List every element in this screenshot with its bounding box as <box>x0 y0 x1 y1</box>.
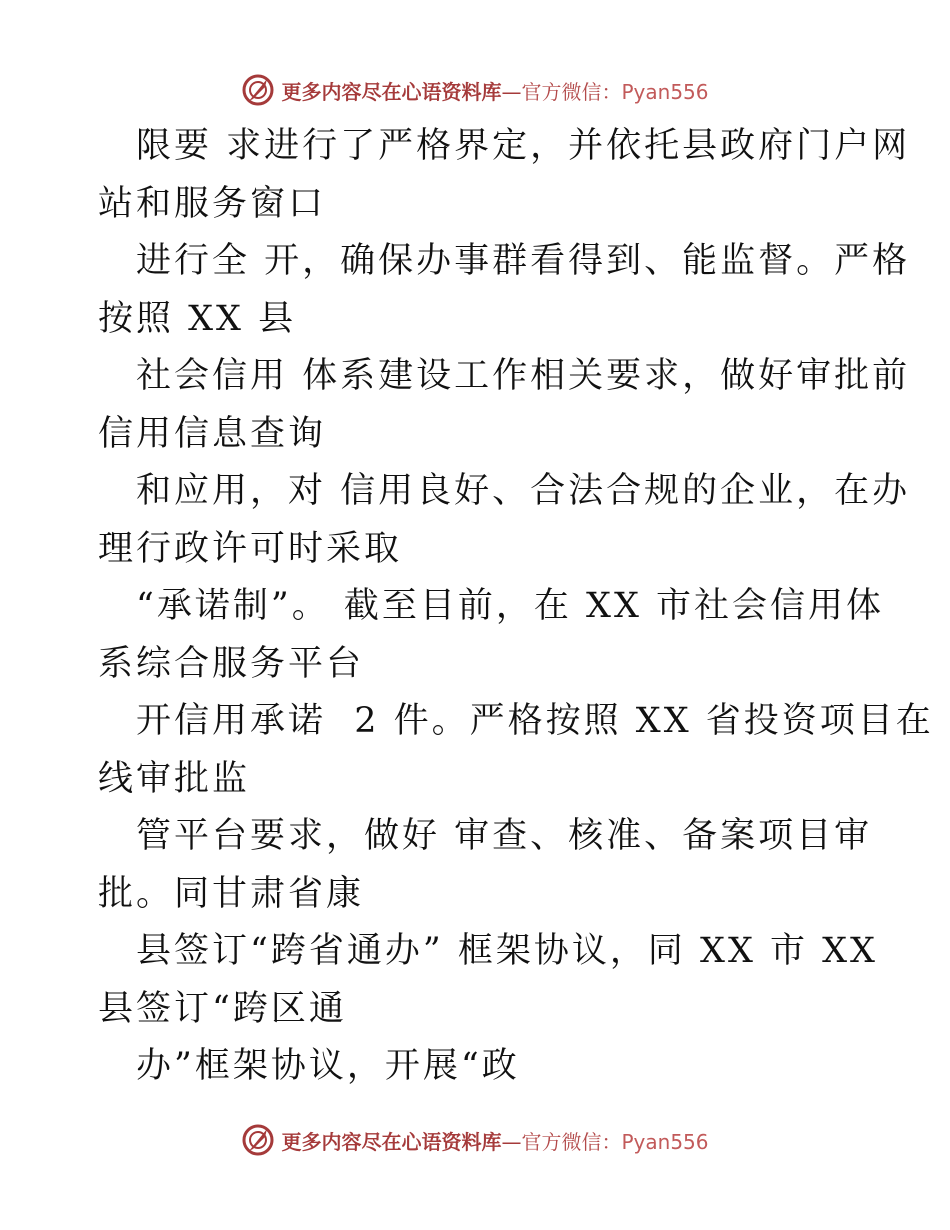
text-line: 开信用承诺 2 件。严格按照 XX 省投资项目在 <box>136 701 934 741</box>
text-line: 限要 求进行了严格界定，并依托县政府门户网 <box>136 126 911 166</box>
text-line: 县签订“跨省通办” 框架协议，同 XX 市 XX <box>136 931 878 971</box>
watermark-dash: — <box>501 79 522 104</box>
text-line: 和应用，对 信用良好、合法合规的企业，在办 <box>136 471 911 511</box>
watermark-text <box>281 76 708 105</box>
watermark-id: Pyan556 <box>621 1129 709 1154</box>
watermark-sub: 官方微信： <box>521 1129 622 1154</box>
text-line: 进行全 开，确保办事群看得到、能监督。严格 <box>136 241 911 281</box>
header-watermark-banner <box>0 70 950 110</box>
watermark-dash: — <box>501 1129 522 1154</box>
text-line: 理行政许可时采取 <box>98 528 403 569</box>
text-line: 按照 XX 县 <box>98 298 297 339</box>
text-line: 系综合服务平台 <box>98 643 365 684</box>
text-line: 批。同甘肃省康 <box>98 873 365 914</box>
watermark-id: Pyan556 <box>621 79 709 104</box>
text-line: “承诺制”。 截至目前，在 XX 市社会信用体 <box>136 586 884 626</box>
quill-logo-icon <box>241 1123 275 1157</box>
footer-watermark-banner <box>0 1120 950 1160</box>
text-line: 社会信用 体系建设工作相关要求，做好审批前 <box>136 356 911 396</box>
watermark-main: 更多内容尽在心语资料库 <box>281 1129 502 1154</box>
text-line: 管平台要求，做好 审查、核准、备案项目审 <box>136 816 873 856</box>
text-line: 信用信息查询 <box>98 413 327 454</box>
watermark-main: 更多内容尽在心语资料库 <box>281 79 502 104</box>
quill-logo-icon <box>241 73 275 107</box>
text-line: 县签订“跨区通 <box>98 988 347 1029</box>
watermark-sub: 官方微信： <box>521 79 622 104</box>
text-line: 办”框架协议，开展“政 <box>136 1046 520 1086</box>
text-line: 站和服务窗口 <box>98 183 327 224</box>
document-body <box>98 118 934 1096</box>
watermark-text <box>281 1126 708 1155</box>
text-line: 线审批监 <box>98 758 251 799</box>
